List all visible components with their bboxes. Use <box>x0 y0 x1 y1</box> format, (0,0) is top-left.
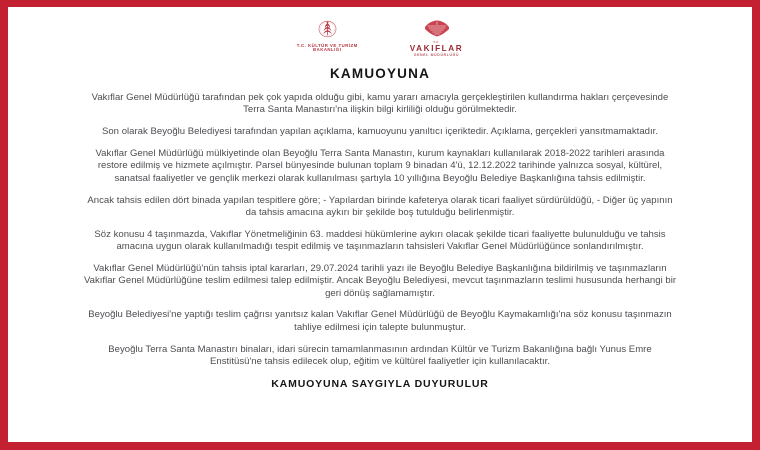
vakiflar-logo-tc: T.C. <box>433 40 440 44</box>
paragraph-3: Vakıflar Genel Müdürlüğü mülkiyetinde olan Beyoğlu Terra Santa Manastırı, kurum kaynakları kullanılarak 2018-2022 tarihleri arasında restore edilmiş ve hizmete açılmıştır. Parsel bünyesinde bulunan toplam 9 binadan 4'ü, 12.12.2022 tarihinde yalnızca sosyal, kültürel, sanatsal faaliyetler ve gençlik merkezi olarak kullanılması şartıyla 10 yıllığına Beyoğlu Belediye Başkanlığına tahsis edilmiştir. <box>95 148 665 184</box>
paragraph-2: Son olarak Beyoğlu Belediyesi tarafından yapılan açıklama, kamuoyunu yanıltıcı içeriktedir. Açıklama, gerçekleri yansıtmamaktadır. <box>101 126 659 138</box>
ministry-logo-line1: T.C. KÜLTÜR VE TURİZM <box>296 42 358 48</box>
announcement-body <box>82 92 678 368</box>
vakiflar-emblem-icon <box>424 20 450 41</box>
logo-header <box>297 20 464 56</box>
paragraph-6: Vakıflar Genel Müdürlüğü'nün tahsis iptal kararları, 29.07.2024 tarihli yazı ile Beyoğlu Belediye Başkanlığına bildirilmiş ve taşınmazların Vakıflar Genel Müdürlüğüne teslim edilmesi talep edilmiştir. Ancak Beyoğlu Belediyesi, mevcut taşınmazların teslimi hususunda herhangi bir geri dönüş sağlamamıştır. <box>83 262 677 299</box>
ministry-emblem-icon <box>318 20 337 42</box>
vakiflar-logo-block <box>410 20 464 57</box>
paragraph-8: Beyoğlu Terra Santa Manastırı binaları, idari sürecin tamamlanmasının ardından Kültür ve Turizm Bakanlığına bağlı Yunus Emre Enstitüsü'ne tahsis edilecek olup, eğitim ve kültürel faaliyetler için kullanılacaktır. <box>108 343 652 367</box>
paragraph-4: Ancak tahsis edilen dört binada yapılan tespitlere göre; - Yapılardan birinde kafeterya olarak ticari faaliyet sürdürüldüğü, - Diğer üç yapının da tahsis amacına aykırı bir şekilde boş tutulduğu belirlenmiştir. <box>87 194 673 218</box>
page-title: KAMUOYUNA <box>329 66 431 81</box>
paragraph-5: Söz konusu 4 taşınmazda, Vakıflar Yönetmeliğinin 63. maddesi hükümlerine aykırı olacak şekilde ticari faaliyette bulunulduğu ve tahsis amacına uygun olarak kullanılmadığı tespit edilmiş ve taşınmazların tahsisleri Vakıflar Genel Müdürlüğünce sonlandırılmıştır. <box>94 228 666 253</box>
paragraph-1: Vakıflar Genel Müdürlüğü tarafından pek çok yapıda olduğu gibi, kamu yararı amacıyla gerçekleştirilen kullandırma hakları çerçevesinde Terra Santa Manastırı'na ilişkin bilgi kirliliği olduğu görülmektedir. <box>91 92 669 116</box>
vakiflar-logo-subtext: GENEL MÜDÜRLÜĞÜ <box>413 52 460 57</box>
announcement-sheet <box>8 7 752 442</box>
ministry-logo-line2: BAKANLIĞI <box>313 46 342 52</box>
closing-statement: KAMUOYUNA SAYGIYLA DUYURULUR <box>271 378 489 391</box>
paragraph-7: Beyoğlu Belediyesi'ne yaptığı teslim çağrısı yanıtsız kalan Vakıflar Genel Müdürlüğü de Beyoğlu Kaymakamlığı'na söz konusu taşınmazın tahliye edilmesi için talepte bulunmuştur. <box>88 309 672 333</box>
ministry-logo-block <box>297 20 358 52</box>
vakiflar-wordmark: VAKIFLAR <box>409 43 464 53</box>
